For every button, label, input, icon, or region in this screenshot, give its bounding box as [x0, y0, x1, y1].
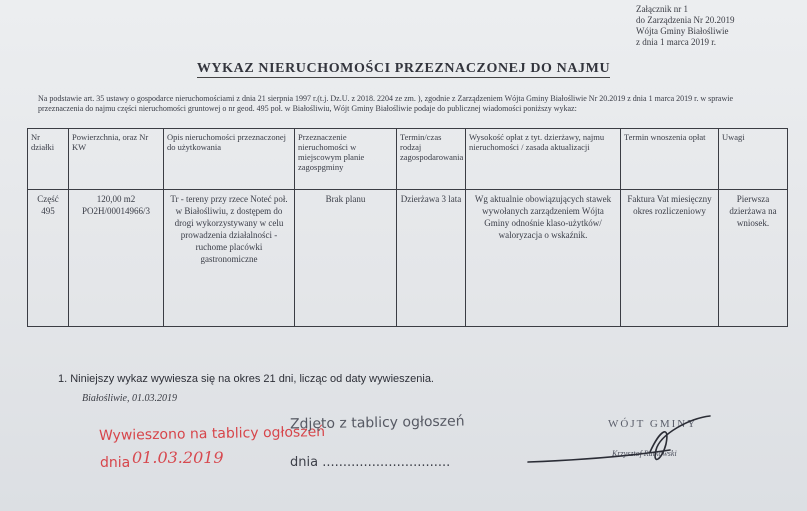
cell-plot-number: Część 495	[28, 190, 69, 327]
document-title-text: WYKAZ NIERUCHOMOŚCI PRZEZNACZONEJ DO NAJMU	[196, 61, 611, 76]
posted-stamp: Wywieszono na tablicy ogłoszeń	[98, 424, 326, 444]
header-fees: Wysokość opłat z tyt. dzierżawy, najmu nieruchomości / zasada aktualizacji	[466, 129, 621, 190]
cell-description: Tr - tereny przy rzece Noteć poł. w Białośliwiu, z dostępem do drogi wykorzystywany w celu prowadzenia działalności - ruchome placówki gastronomiczne	[164, 190, 295, 327]
posted-stamp-date-label: dnia	[100, 455, 131, 471]
cell-remarks: Pierwsza dzierżawa na wniosek.	[719, 190, 788, 327]
table-row	[28, 190, 788, 327]
cell-area-kw: 120,00 m2 PO2H/00014966/3	[69, 190, 164, 327]
annex-reference	[636, 4, 734, 48]
cell-fees: Wg aktualnie obowiązujących stawek wywołanych zarządzeniem Wójta Gminy odnośnie klaso-użytków/ waloryzacja o wskaźnik.	[466, 190, 621, 327]
posting-note: 1. Niniejszy wykaz wywiesza się na okres 21 dni, licząc od daty wywieszenia.	[58, 373, 434, 385]
place-date: Białośliwie, 01.03.2019	[82, 393, 177, 404]
header-term: Termin/czas rodzaj zagospodarowania	[397, 129, 466, 190]
intro-paragraph: Na podstawie art. 35 ustawy o gospodarce nieruchomościami z dnia 21 sierpnia 1997 r.(t.j. Dz.U. z 2018. 2204 ze zm. ), zgodnie z Zarządzeniem Wójta Gminy Białośliwie Nr 20.2019 z dnia 1 marca 2019 r. w sprawie przeznaczenia do najmu części nieruchomości gruntowej o nr geod. 495 poł. w Białośliwiu, Wójt Gminy Białośliwie podaje do publicznej wiadomości poniższy wykaz:	[38, 94, 733, 113]
annex-line-1: Załącznik nr 1	[636, 4, 688, 14]
header-area-kw: Powierzchnia, oraz Nr KW	[69, 129, 164, 190]
cell-zoning: Brak planu	[295, 190, 397, 327]
wojt-stamp-title: WÓJT GMINY	[608, 418, 698, 430]
cell-term: Dzierżawa 3 lata	[397, 190, 466, 327]
wojt-stamp-name: Krzysztof Rutkowski	[612, 449, 677, 458]
document-title	[0, 61, 807, 77]
removed-stamp-date: dnia ...............................	[290, 455, 451, 470]
annex-line-3: Wójta Gminy Białośliwie	[636, 26, 729, 36]
annex-line-4: z dnia 1 marca 2019 r.	[636, 37, 716, 47]
handwritten-signature-icon	[520, 410, 720, 470]
posted-handwritten-date: 01.03.2019	[132, 448, 224, 467]
annex-line-2: do Zarządzenia Nr 20.2019	[636, 15, 735, 25]
header-zoning: Przeznaczenie nieruchomości w miejscowym planie zagospgminy	[295, 129, 397, 190]
header-remarks: Uwagi	[719, 129, 788, 190]
header-description: Opis nieruchomości przeznaczonej do użytkowania	[164, 129, 295, 190]
header-plot-number: Nr działki	[28, 129, 69, 190]
table-header-row	[28, 129, 788, 190]
header-payment-term: Termin wnoszenia opłat	[621, 129, 719, 190]
property-table	[27, 128, 788, 327]
removed-stamp: Zdjęto z tablicy ogłoszeń	[289, 413, 465, 433]
cell-payment-term: Faktura Vat miesięczny okres rozliczeniowy	[621, 190, 719, 327]
